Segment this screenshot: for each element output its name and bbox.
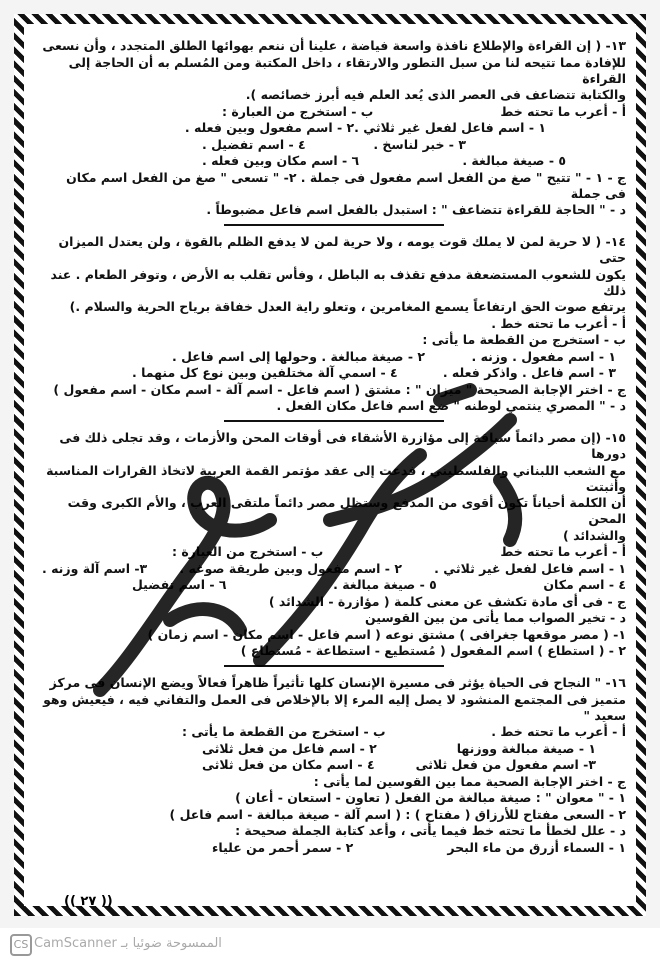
q14-d-line: د - " المصري ينتمي لوطنه " ضع اسم فاعل مكان الفعل . xyxy=(276,398,626,413)
q16-a-label: أ - أعرب ما تحته خط . xyxy=(491,724,626,739)
q13-item-row xyxy=(42,153,626,169)
worksheet-content xyxy=(42,38,626,858)
q15-a-label: أ - أعرب ما تحته خط xyxy=(500,544,626,559)
q16-item: ٤ - اسم مكان من فعل ثلاثى xyxy=(202,757,375,772)
question-13 xyxy=(42,38,626,218)
q15-item: ٤ - اسم مكان xyxy=(543,577,626,592)
q14-item: ١ - اسم مفعول . وزنه . xyxy=(471,348,616,364)
q15-b-label: ب - استخرج من العبارة : xyxy=(172,544,324,559)
q16-d-label: د - علل لخطأ ما تحته خط فيما يأتى ، وأعد كتابة الجملة صحيحة : xyxy=(235,823,626,838)
q15-item: ٦ - اسم تفضيل xyxy=(132,577,227,592)
q16-d-row xyxy=(42,840,626,856)
q15-item: ٢ - اسم مفعول وبين طريقة صوغه . xyxy=(179,560,402,576)
camscanner-logo-icon: CS xyxy=(10,934,32,956)
q16-c-item: ٢ - السعى مفتاح للأرزاق ( مفتاح ) : ( اسم آلة - صيغة مبالغة - اسم فاعل ) xyxy=(169,806,626,822)
q16-c-label: ج - اختر الإجابة الصحية مما بين القوسين لما يأتى : xyxy=(313,773,626,789)
q13-item: ١ - اسم فاعل لفعل غير ثلاثي . xyxy=(354,120,546,135)
q14-b-label: ب - استخرج من القطعة ما يأتى : xyxy=(422,332,626,347)
question-15 xyxy=(42,430,626,659)
q15-d-label: د - تخير الصواب مما يأتى من بين القوسين xyxy=(364,610,626,625)
q16-passage-line: متميز فى المجتمع المنشود لا يصل إليه المرء إلا بالإخلاص فى العمل والتفاني فيه ، فيعيش وهو سعيد " xyxy=(43,691,626,723)
q15-item: ٥ - صيغة مبالغة . xyxy=(333,577,437,592)
q16-item: ٢ - اسم فاعل من فعل ثلاثى xyxy=(202,740,377,756)
q15-d-item: ١- ( مصر موقعها جغرافى ) مشتق نوعه ( اسم فاعل - اسم مكان - اسم زمان ) xyxy=(147,626,626,642)
q13-passage-line: للإفادة مما تتيحه لنا من سبل التطور والارتقاء ، داخل المكتبة ومن المُسلم به أن الحاجة إلى القراءة xyxy=(68,54,626,86)
q15-d-item: ٢ - ( استطاع ) اسم المفعول ( مُستطيع - استطاعة - مُستطاع ) xyxy=(240,643,626,658)
worksheet-page xyxy=(14,14,646,916)
q15-item-row xyxy=(42,577,626,593)
q14-item-row xyxy=(42,349,626,365)
q14-item: ٣ - اسم فاعل . واذكر فعله . xyxy=(442,365,616,380)
q15-item: ٣- اسم آلة وزنه . xyxy=(42,560,148,576)
q16-d-item: ٢ - سمر أحمر من علياء xyxy=(212,839,354,855)
q14-passage-line: يرتفع صوت الحق ارتفاعاً يسمع المغامرين ، وتعلو راية العدل خفاقة برياح الحرية والسلام .) xyxy=(69,299,626,314)
q15-c-line: ج - فى أى مادة تكشف عن معنى كلمة ( مؤازرة - الشدائد ) xyxy=(268,593,626,609)
page-number: (( ٢٧ )) xyxy=(64,894,113,909)
scanner-footer xyxy=(0,928,660,960)
q14-item: ٢ - صيغة مبالغة . وحولها إلى اسم فاعل . xyxy=(172,348,426,364)
q16-item: ٣- اسم مفعول من فعل ثلاثى xyxy=(415,757,596,772)
q15-passage-line: ١٥- (إن مصر دائماً سباقة إلى مؤازرة الأشقاء فى أوقات المحن والأزمات ، وقد تجلى ذلك فى دورها xyxy=(59,430,626,461)
scanner-caption: الممسوحة ضوئيا بـ CamScanner xyxy=(34,936,222,951)
q15-item-row xyxy=(42,561,626,577)
q13-a-label: أ - أعرب ما تحته خط xyxy=(500,103,626,119)
q13-item: ٥ - صيغة مبالغة . xyxy=(462,153,566,168)
q13-item: ٢ - اسم مفعول وبين فعله . xyxy=(184,120,355,135)
q16-c-item: ١ - " معوان " : صيغة مبالغة من الفعل ( تعاون - استعان - أعان ) xyxy=(235,790,626,805)
q16-b-label: ب - استخرج من القطعة ما يأتى : xyxy=(182,724,386,739)
q13-passage-line: ١٣- ( إن القراءة والإطلاع نافذة واسعة فياضة ، علينا أن ننعم بهوائها الطلق المتجدد ، وأن نسعى xyxy=(42,38,626,53)
q13-item: ٣ - خبر لناسخ . xyxy=(373,136,466,152)
q16-d-item: ١ - السماء أزرق من ماء البحر xyxy=(447,839,626,855)
q15-item: ١ - اسم فاعل لفعل غير ثلاثي . xyxy=(434,560,626,576)
q13-ab-row xyxy=(42,104,626,120)
q16-passage-line: ١٦- " النجاح فى الحياة يؤثر فى مسيرة الإنسان كلها تأثيراً ظاهراً فعالاً ويضع الإنسان فى مركز xyxy=(49,675,626,690)
separator xyxy=(224,224,444,226)
q14-a-label: أ - أعرب ما تحته خط . xyxy=(491,315,626,331)
q15-passage-line: والشدائد ) xyxy=(563,527,626,543)
q14-passage-line: يكون للشعوب المستضعفة مدفع تقذف به الباطل ، وفأس تقلب به الأرض ، وتوفر الطعام . عند ذلك xyxy=(50,266,626,298)
q14-passage-line: ١٤- ( لا حرية لمن لا يملك قوت يومه ، ولا حرية لمن لا يدفع الظلم بالقوة ، ولن يعتدل الميزان حتى xyxy=(58,234,626,265)
q14-c-line: ج - اختر الإجابة الصحيحة " ميزان " : مشتق ( اسم فاعل - اسم آلة - اسم مكان - اسم مفعول ) xyxy=(53,381,626,397)
q16-item-row xyxy=(42,741,626,757)
separator xyxy=(224,420,444,422)
q13-item-row xyxy=(42,120,626,136)
q13-passage-line: والكتابة تتضاعف فى العصر الذى يُعد العلم فيه أبرز خصائصه ). xyxy=(245,87,626,102)
q16-item: ١ - صيغة مبالغة ووزنها xyxy=(456,740,596,756)
separator xyxy=(224,665,444,667)
q15-ab-row xyxy=(42,544,626,560)
q14-item: ٤ - اسمي آلة مختلفين وبين نوع كل منهما . xyxy=(132,365,398,380)
q16-item-row xyxy=(42,757,626,773)
q13-d-line: د - " الحاجة للقراءة تتضاعف " : استبدل بالفعل اسم فاعل مضبوطاً . xyxy=(206,202,626,217)
q15-passage-line: مع الشعب اللبناني والفلسطيني ، فدعت إلى عقد مؤتمر القمة العربية لاتخاذ القرارات المناسبة وأثبتت xyxy=(46,462,626,494)
q13-item: ٦ - اسم مكان وبين فعله . xyxy=(202,153,360,168)
q14-item-row xyxy=(42,365,626,381)
q13-item: ٤ - اسم تفضيل . xyxy=(202,136,306,152)
q13-item-row xyxy=(42,137,626,153)
question-14 xyxy=(42,234,626,414)
q16-ab-row xyxy=(42,724,626,740)
q13-c-line: ج - ١ - " تتيح " صغ من الفعل اسم مفعول فى جملة . ٢- " تسعى " صغ من الفعل اسم مكان فى جملة xyxy=(66,169,626,201)
q15-passage-line: أن الكلمة أحياناً تكون أقوى من المدفع وستظل مصر دائماً ملتقى العرب ، والأم الكبرى وقت المحن xyxy=(67,495,626,526)
q13-b-label: ب - استخرج من العبارة : xyxy=(222,103,374,119)
question-16 xyxy=(42,675,626,856)
